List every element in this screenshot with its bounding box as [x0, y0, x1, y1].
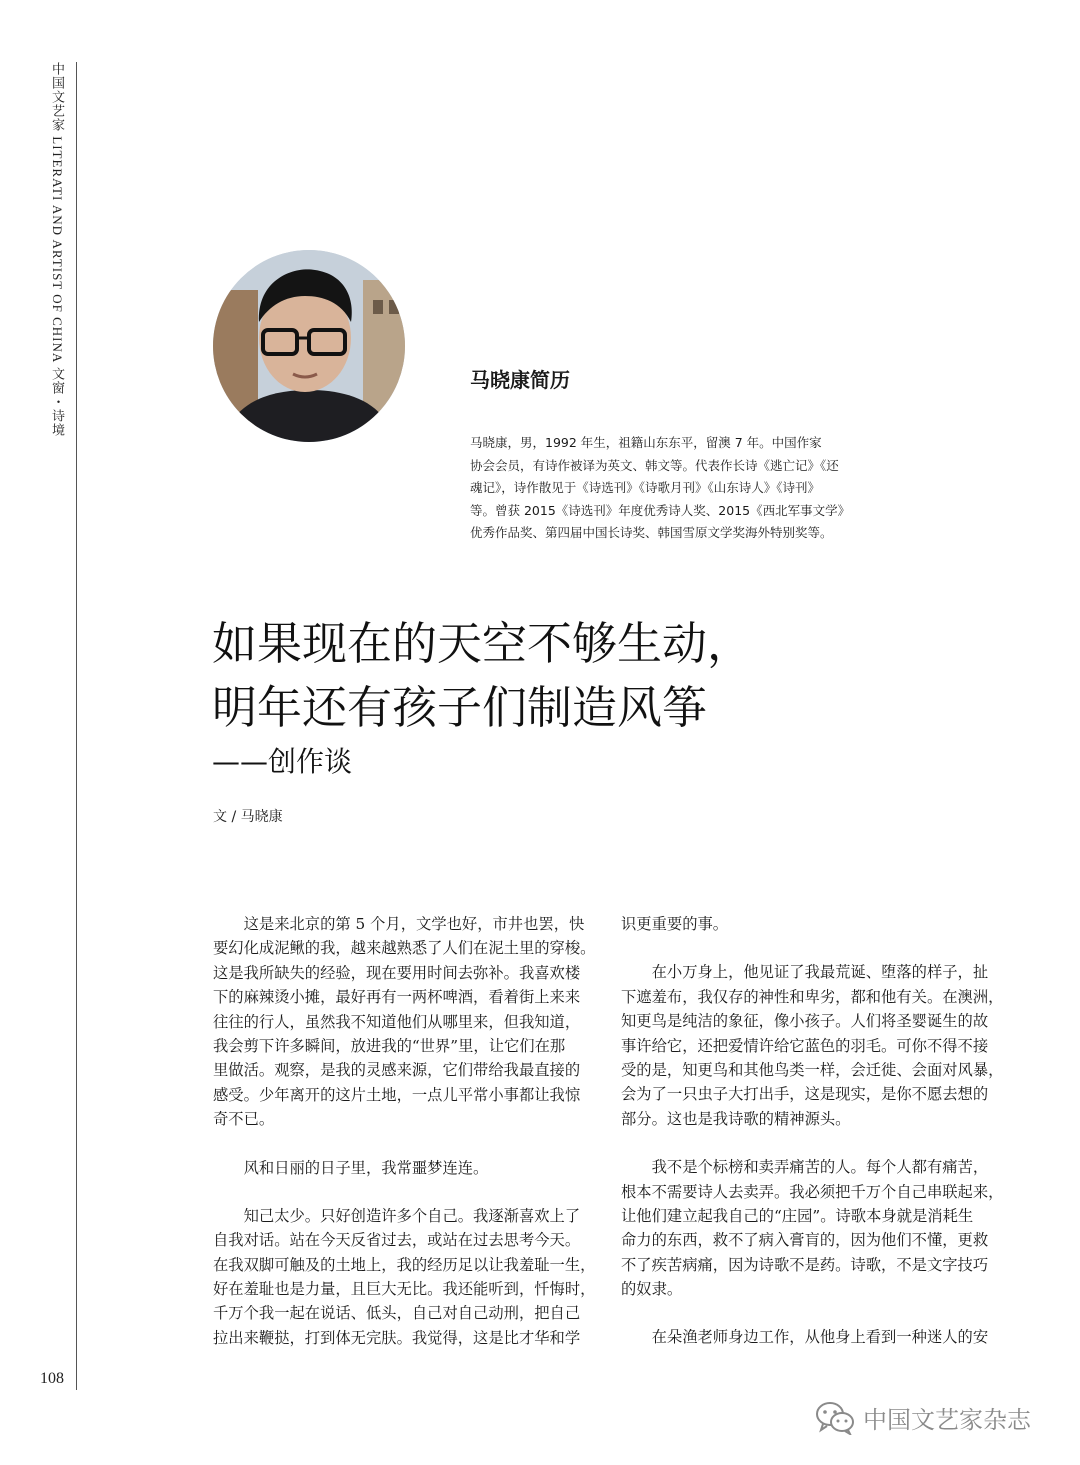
text-line: 下遮羞布，我仅存的神性和卑劣，都和他有关。在澳洲，	[621, 987, 1004, 1006]
text-line: 知更鸟是纯洁的象征，像小孩子。人们将圣婴诞生的故	[621, 1012, 989, 1031]
author-photo	[213, 250, 405, 442]
text-line: 往往的行人，虽然我不知道他们从哪里来，但我知道，	[213, 1012, 581, 1031]
right-column	[621, 912, 1005, 1374]
text-line: 在我双脚可触及的土地上，我的经历足以让我羞耻一生，	[213, 1255, 596, 1274]
paragraph	[213, 912, 597, 1132]
text-line: 要幻化成泥鳅的我，越来越熟悉了人们在泥土里的穿梭。	[213, 939, 596, 958]
bio-line: 协会会员，有诗作被译为英文、韩文等。代表作长诗《逃亡记》《还	[470, 457, 839, 473]
text-line: 这是来北京的第 5 个月，文学也好，市井也罢，快	[213, 915, 585, 933]
page-number: 108	[40, 1370, 64, 1387]
side-rule	[76, 62, 77, 1390]
watermark-text: 中国文艺家杂志	[863, 1406, 1031, 1434]
text-line: 这是我所缺失的经验，现在要用时间去弥补。我喜欢楼	[213, 963, 581, 982]
text-line: 的奴隶。	[621, 1280, 683, 1299]
bio-line: 魂记》，诗作散见于《诗选刊》《诗歌月刊》《山东诗人》《诗刊》	[470, 480, 821, 495]
text-line: 下的麻辣烫小摊，最好再有一两杯啤酒，看着街上来来	[213, 988, 581, 1007]
text-line: 在朵渔老师身边工作，从他身上看到一种迷人的安	[621, 1328, 989, 1347]
left-column	[213, 912, 597, 1374]
title-line: 如果现在的天空不够生动，	[212, 617, 753, 670]
text-line: 感受。少年离开的这片土地，一点儿平常小事都让我惊	[213, 1085, 581, 1104]
article-title	[212, 612, 752, 740]
running-header: 中国文艺家 LITERATI AND ARTIST OF CHINA 文窗・诗境	[50, 62, 65, 437]
text-line: 命力的东西，救不了病入膏肓的，因为他们不懂，更救	[621, 1231, 989, 1250]
text-line: 自我对话。站在今天反省过去，或站在过去思考今天。	[213, 1231, 581, 1250]
text-line: 里做活。观察，是我的灵感来源，它们带给我最直接的	[213, 1061, 581, 1080]
article-subtitle: ——创作谈	[212, 745, 353, 778]
bio-line: 马晓康，男，1992 年生，祖籍山东东平，留澳 7 年。中国作家	[470, 435, 822, 450]
text-line: 知己太少。只好创造许多个自己。我逐渐喜欢上了	[213, 1206, 581, 1225]
paragraph	[621, 1325, 1005, 1349]
text-line: 奇不已。	[213, 1110, 275, 1129]
text-line: 识更重要的事。	[621, 915, 729, 933]
bio-title: 马晓康简历	[470, 368, 570, 392]
text-line: 事许给它，还把爱情许给它蓝色的羽毛。可你不得不接	[621, 1036, 989, 1055]
text-line: 让他们建立起我自己的“庄园”。诗歌本身就是消耗生	[621, 1206, 974, 1225]
text-line: 拉出来鞭挞，打到体无完肤。我觉得，这是比才华和学	[213, 1328, 581, 1347]
text-line: 根本不需要诗人去卖弄。我必须把千万个自己串联起来，	[621, 1182, 1004, 1201]
byline: 文 / 马晓康	[213, 809, 283, 825]
title-line: 明年还有孩子们制造风筝	[212, 681, 708, 734]
text-line: 部分。这也是我诗歌的精神源头。	[621, 1109, 851, 1128]
text-line: 风和日丽的日子里，我常噩梦连连。	[213, 1158, 489, 1177]
text-line: 不了疾苦病痛，因为诗歌不是药。诗歌，不是文字技巧	[621, 1255, 989, 1274]
paragraph	[213, 1156, 597, 1180]
watermark	[815, 1400, 1031, 1435]
text-line: 会为了一只虫子大打出手，这是现实，是你不愿去想的	[621, 1085, 989, 1104]
text-line: 我不是个标榜和卖弄痛苦的人。每个人都有痛苦，	[621, 1158, 989, 1177]
text-line: 好在羞耻也是力量，且巨大无比。我还能听到，忏悔时，	[213, 1280, 596, 1299]
wechat-icon	[815, 1401, 855, 1435]
paragraph	[621, 912, 1005, 936]
paragraph	[213, 1204, 597, 1350]
bio-line: 等。曾获 2015《诗选刊》年度优秀诗人奖、2015《西北军事文学》	[470, 502, 851, 518]
paragraph	[621, 960, 1005, 1131]
paragraph	[621, 1155, 1005, 1301]
bio-line: 优秀作品奖、第四届中国长诗奖、韩国雪原文学奖海外特别奖等。	[470, 525, 833, 540]
text-line: 我会剪下许多瞬间，放进我的“世界”里，让它们在那	[213, 1036, 566, 1055]
bio-text	[470, 432, 865, 545]
text-line: 千万个我一起在说话、低头，自己对自己动刑，把自己	[213, 1304, 581, 1323]
text-line: 在小万身上，他见证了我最荒诞、堕落的样子，扯	[621, 963, 989, 982]
text-line: 受的是，知更鸟和其他鸟类一样，会迁徙、会面对风暴，	[621, 1060, 1004, 1079]
